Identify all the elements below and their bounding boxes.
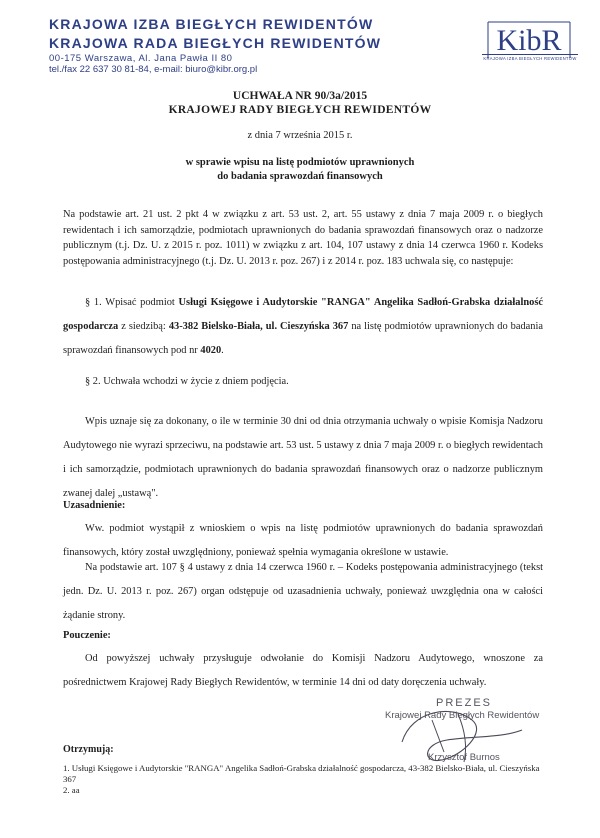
- justification-p1: Ww. podmiot wystąpił z wnioskiem o wpis na listę podmiotów uprawnionych do badania sprawozdań finansowych, który został uwzględniony, ponieważ spełnia wymagania określone w ustawie.: [63, 523, 543, 558]
- preamble: Na podstawie art. 21 ust. 2 pkt 4 w związku z art. 53 ust. 2, art. 55 ustawy z dnia 7 maja 2009 r. o biegłych rewidentach i ich samorządzie, podmiotach uprawnionych do badania sprawozdań finansowych oraz o nadzorze publicznym (t.j. Dz. U. z 2015 r. poz. 1011) w związku z art. 104, 107 ustawy z dnia 14 czerwca 1960 r. Kodeks postępowania administracyjnego (t.j. Dz. U. 2013 r. poz. 267) i z 2014 r. poz. 183 uchwala się, co następuje:: [63, 209, 543, 267]
- signatory-name: Krzysztof Burnos: [428, 752, 500, 763]
- justification-p2: Na podstawie art. 107 § 4 ustawy z dnia 14 czerwca 1960 r. – Kodeks postępowania administracyjnego (tekst jedn. Dz. U. 2013 r. poz. 267) organ odstępuje od uzasadnienia uchwały, ponieważ uwzględnia ona w całości żądanie strony.: [63, 562, 543, 621]
- instruction-heading: Pouczenie:: [63, 630, 111, 641]
- resolution-subject-1: w sprawie wpisu na listę podmiotów uprawnionych: [185, 157, 415, 168]
- entity-name: Usługi Księgowe i Audytorskie "RANGA" Angelika Sadłoń-Grabska działalność gospodarcza: [63, 297, 543, 332]
- recipients-heading: Otrzymują:: [63, 744, 114, 755]
- registration-number: 4020: [200, 345, 222, 356]
- logo-text: KibR: [496, 24, 562, 57]
- recipient-1: 1. Usługi Księgowe i Audytorskie "RANGA" Angelika Sadłoń-Grabska działalność gospodarcza, 43-382 Bielsko-Biała, ul. Cieszyńska 367: [63, 763, 540, 784]
- logo-tagline: KRAJOWA IZBA BIEGŁYCH REWIDENTÓW: [483, 56, 577, 61]
- section-2: § 2. Uchwała wchodzi w życie z dniem podjęcia.: [85, 376, 289, 387]
- validity-paragraph: Wpis uznaje się za dokonany, o ile w terminie 30 dni od dnia otrzymania uchwały o wpisie Komisja Nadzoru Audytowego nie wyrazi sprzeciwu, na podstawie art. 53 ust. 5 ustawy z dnia 7 maja 2009 r. o biegłych rewidentach i ich samorządzie, podmiotach uprawnionych do badania sprawozdań finansowych oraz o nadzorze publicznym zwanej dalej „ustawą".: [63, 416, 543, 499]
- instruction-text: Od powyższej uchwały przysługuje odwołanie do Komisji Nadzoru Audytowego, wnoszone za pośrednictwem Krajowej Rady Biegłych Rewidentów, w terminie 14 dni od daty doręczenia uchwały.: [63, 653, 543, 688]
- letterhead-contact: tel./fax 22 637 30 81-84, e-mail: biuro@kibr.org.pl: [49, 64, 258, 75]
- resolution-body: KRAJOWEJ RADY BIEGŁYCH REWIDENTÓW: [168, 104, 432, 116]
- entity-address: 43-382 Bielsko-Biała, ul. Cieszyńska 367: [168, 321, 349, 332]
- resolution-subject-2: do badania sprawozdań finansowych: [217, 171, 383, 182]
- letterhead-address: 00-175 Warszawa, Al. Jana Pawła II 80: [49, 53, 233, 64]
- resolution-number: UCHWAŁA NR 90/3a/2015: [232, 90, 368, 102]
- recipient-2: 2. aa: [63, 785, 80, 795]
- justification-heading: Uzasadnienie:: [63, 500, 126, 511]
- section-1-label: § 1.: [85, 297, 102, 308]
- resolution-date: z dnia 7 września 2015 r.: [247, 130, 353, 141]
- letterhead-line1: KRAJOWA IZBA BIEGŁYCH REWIDENTÓW: [49, 16, 374, 32]
- section-1: § 1. Wpisać podmiot Usługi Księgowe i Audytorskie "RANGA" Angelika Sadłoń-Grabska działalność gospodarcza z siedzibą: 43-382 Bielsko-Biała, ul. Cieszyńska 367 na listę podmiotów uprawnionych do badania sprawozdań finansowych pod nr 4020.: [63, 297, 543, 356]
- stamp-title: PREZES: [436, 697, 493, 709]
- letterhead-line2: KRAJOWA RADA BIEGŁYCH REWIDENTÓW: [49, 35, 382, 51]
- stamp-org: Krajowej Rady Biegłych Rewidentów: [385, 710, 540, 721]
